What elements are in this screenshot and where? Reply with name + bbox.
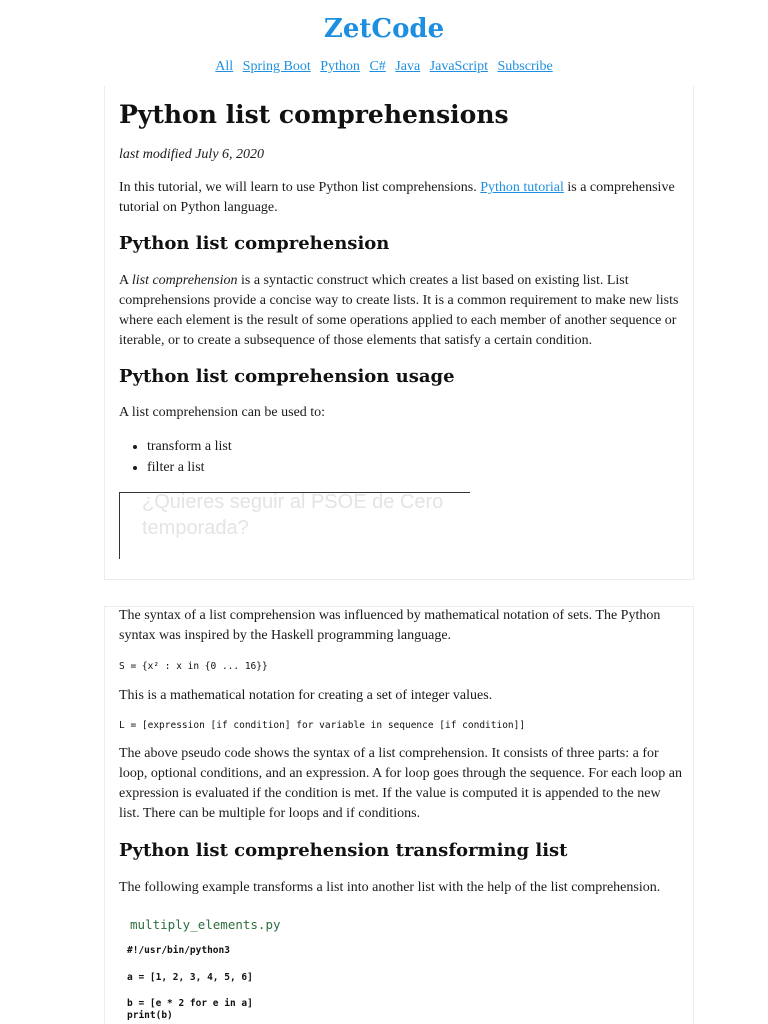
nav-link-python[interactable]: Python bbox=[320, 59, 360, 74]
nav-link-all[interactable]: All bbox=[215, 59, 234, 74]
def-term: list comprehension bbox=[131, 273, 238, 288]
math-description: This is a mathematical notation for creating a set of integer values. bbox=[119, 688, 493, 703]
nav-link-subscribe[interactable]: Subscribe bbox=[497, 59, 553, 74]
usage-intro: A list comprehension can be used to: bbox=[119, 405, 326, 420]
ad-banner[interactable] bbox=[119, 492, 470, 559]
intro-paragraph bbox=[119, 178, 684, 218]
usage-list bbox=[119, 436, 712, 478]
list-item: • transform a list bbox=[147, 436, 712, 457]
top-nav bbox=[0, 59, 768, 75]
nav-link-spring-boot[interactable]: Spring Boot bbox=[242, 59, 311, 74]
nav-link-java[interactable]: Java bbox=[395, 59, 421, 74]
def-rest: is a syntactic construct which creates a list based on existing list. List comprehensions provide a concise way to create lists. It is a common requirement to make new lists where each element is the result of some operations applied to each member of another sequence or iterable, or to create a subsequence of those elements that satisfy a certain condition. bbox=[119, 273, 679, 348]
intro-text: In this tutorial, we will learn to use Python list comprehensions. bbox=[119, 180, 481, 195]
code-line: #!/usr/bin/python3 bbox=[127, 945, 230, 956]
last-modified: last modified July 6, 2020 bbox=[119, 147, 265, 162]
heading-transforming: Python list comprehension transforming list bbox=[119, 840, 568, 861]
syntax-paragraph: The syntax of a list comprehension was influenced by mathematical notation of sets. The Python syntax was inspired by the Haskell programming language. bbox=[119, 608, 661, 643]
intro-rest: is a comprehensive tutorial on Python language. bbox=[119, 180, 675, 215]
pseudo-description: The above pseudo code shows the syntax of a list comprehension. It consists of three parts: a for loop, optional conditions, and an expression. A for loop goes through the sequence. For each loop an expression is evaluated if the condition is met. If the value is computed it is appended to the new list. There can be multiple for loops and if conditions. bbox=[119, 746, 683, 821]
def-prefix: A bbox=[119, 273, 132, 288]
heading-usage: Python list comprehension usage bbox=[119, 366, 455, 387]
code-file-name: multiply_elements.py bbox=[130, 917, 281, 932]
page-title: Python list comprehensions bbox=[119, 100, 509, 129]
python-tutorial-link[interactable]: Python tutorial bbox=[480, 180, 564, 195]
site-title[interactable]: ZetCode bbox=[323, 14, 445, 44]
code-line: a = [1, 2, 3, 4, 5, 6] bbox=[127, 972, 253, 983]
heading-list-comprehension: Python list comprehension bbox=[119, 233, 390, 254]
transform-description: The following example transforms a list into another list with the help of the list comprehension. bbox=[119, 880, 661, 895]
definition-paragraph bbox=[119, 271, 684, 351]
code-line: print(b) bbox=[127, 1010, 173, 1021]
math-notation-code: S = {x² : x in {0 ... 16}} bbox=[119, 661, 268, 672]
pseudo-code: L = [expression [if condition] for variable in sequence [if condition]] bbox=[119, 720, 526, 731]
code-line: b = [e * 2 for e in a] bbox=[127, 998, 253, 1009]
nav-link-javascript[interactable]: JavaScript bbox=[429, 59, 488, 74]
nav-link-csharp[interactable]: C# bbox=[369, 59, 386, 74]
ad-text[interactable]: ¿Quieres seguir al PSOE de Cero temporada? bbox=[142, 492, 444, 539]
list-item: • filter a list bbox=[147, 457, 712, 478]
